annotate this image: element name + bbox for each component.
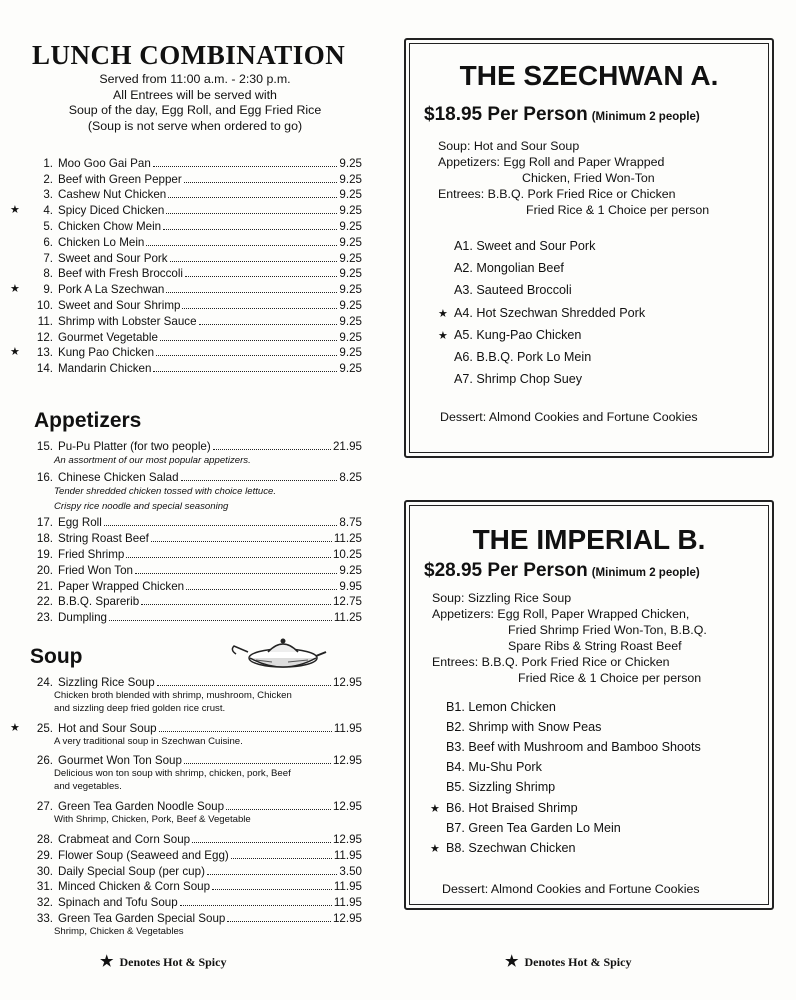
item-price: 12.75: [332, 595, 362, 609]
item-number: 13.: [36, 346, 53, 360]
menu-item[interactable]: [10, 154, 362, 170]
item-price: 9.25: [339, 314, 362, 328]
item-price: 8.25: [339, 470, 362, 484]
choice-item[interactable]: [438, 239, 595, 253]
item-number: 6.: [43, 235, 53, 249]
choice-code: B6.: [446, 800, 465, 815]
lunch-list: [10, 154, 362, 375]
star-icon: ★: [10, 204, 20, 217]
star-icon: ★: [100, 954, 114, 970]
item-name: Minced Chicken & Corn Soup: [58, 880, 211, 894]
choice-item[interactable]: [430, 700, 556, 714]
item-name: Flower Soup (Seaweed and Egg): [58, 848, 229, 862]
leader-dots: [156, 355, 337, 356]
item-description: Shrimp, Chicken & Vegetables: [54, 925, 184, 937]
item-price: 3.50: [339, 864, 362, 878]
leader-dots: [213, 449, 331, 450]
leader-dots: [126, 557, 331, 558]
item-price: 9.95: [339, 579, 362, 593]
item-name: Gourmet Won Ton Soup: [58, 754, 182, 768]
item-description: and sizzling deep fried golden rice crust.: [54, 702, 226, 714]
imperial-b-appetizers-cont: Fried Shrimp Fried Won-Ton, B.B.Q.: [508, 623, 707, 637]
menu-item[interactable]: [10, 673, 362, 689]
star-icon: ★: [438, 329, 448, 342]
item-number: 17.: [36, 516, 53, 530]
choice-name: Shrimp Chop Suey: [476, 372, 583, 387]
imperial-b-title: THE IMPERIAL B.: [472, 524, 706, 555]
imperial-b-minimum: (Minimum 2 people): [591, 567, 700, 579]
imperial-b-entrees: Entrees: B.B.Q. Pork Fried Rice or Chicken: [432, 655, 670, 669]
leader-dots: [153, 371, 337, 372]
item-number: 24.: [36, 675, 53, 689]
choice-item[interactable]: [438, 283, 572, 297]
menu-item[interactable]: [10, 878, 362, 894]
item-price: 21.95: [332, 439, 362, 453]
item-number: 23.: [36, 611, 53, 625]
choice-item[interactable]: [430, 780, 555, 794]
item-name: B.B.Q. Sparerib: [58, 595, 140, 609]
menu-item[interactable]: [10, 328, 362, 344]
menu-item[interactable]: [10, 846, 362, 862]
appetizers-list: [10, 437, 362, 624]
menu-item[interactable]: [10, 468, 362, 484]
item-price: 9.25: [339, 251, 362, 265]
star-icon: ★: [430, 802, 440, 815]
szechwan-a-entrees: Entrees: B.B.Q. Pork Fried Rice or Chicken: [438, 187, 676, 201]
menu-item[interactable]: [10, 170, 362, 186]
item-number: 31.: [36, 880, 53, 894]
item-number: 32.: [36, 896, 53, 910]
choice-name: Green Tea Garden Lo Mein: [468, 820, 621, 835]
item-price: 10.25: [332, 547, 362, 561]
item-name: Fried Won Ton: [58, 563, 133, 577]
choice-code: A4.: [454, 305, 473, 320]
item-name: Beef with Fresh Broccoli: [58, 267, 184, 281]
choice-name: Mongolian Beef: [476, 261, 564, 276]
szechwan-a-dessert: Dessert: Almond Cookies and Fortune Cookies: [440, 410, 698, 424]
choice-name: Sizzling Shrimp: [468, 780, 556, 795]
szechwan-a-appetizers-cont: Chicken, Fried Won-Ton: [522, 171, 655, 185]
leader-dots: [168, 197, 337, 198]
leader-dots: [184, 763, 331, 764]
szechwan-a-appetizers: Appetizers: Egg Roll and Paper Wrapped: [438, 155, 665, 169]
item-number: 2.: [43, 172, 53, 186]
menu-item[interactable]: [10, 529, 362, 545]
choice-code: A1.: [454, 239, 473, 253]
star-icon: ★: [10, 346, 20, 359]
star-icon: ★: [10, 283, 20, 296]
choice-code: A7.: [454, 372, 473, 387]
item-name: Moo Goo Gai Pan: [58, 156, 151, 170]
item-price: 11.95: [333, 848, 362, 862]
choice-name: Sauteed Broccoli: [476, 283, 572, 298]
menu-item[interactable]: [10, 797, 362, 813]
menu-item[interactable]: [10, 233, 362, 249]
choice-name: Hot Szechwan Shredded Pork: [476, 305, 646, 320]
item-name: Cashew Nut Chicken: [58, 188, 167, 202]
item-name: Shrimp with Lobster Sauce: [58, 314, 197, 328]
choice-name: Shrimp with Snow Peas: [468, 720, 602, 735]
item-number: 14.: [36, 362, 53, 376]
menu-item[interactable]: [10, 719, 362, 735]
item-price: 9.25: [339, 235, 362, 249]
item-number: 16.: [36, 470, 53, 484]
item-name: Chicken Lo Mein: [58, 235, 145, 249]
imperial-b-appetizers-cont2: Spare Ribs & String Roast Beef: [508, 639, 682, 653]
soup-list: [10, 673, 362, 942]
item-name: String Roast Beef: [58, 532, 149, 546]
item-name: Paper Wrapped Chicken: [58, 579, 185, 593]
szechwan-a-entrees-cont: Fried Rice & 1 Choice per person: [526, 203, 710, 217]
menu-item[interactable]: [10, 862, 362, 878]
choice-item[interactable]: [430, 821, 621, 835]
item-name: Pork A La Szechwan: [58, 283, 165, 297]
imperial-b-price-value: $28.95 Per Person: [424, 560, 588, 581]
choice-name: Szechwan Chicken: [468, 840, 576, 855]
item-price: 12.95: [332, 832, 362, 846]
leader-dots: [153, 166, 338, 167]
leader-dots: [227, 921, 331, 922]
menu-item[interactable]: [10, 265, 362, 281]
menu-item[interactable]: [10, 312, 362, 328]
choice-item[interactable]: [438, 372, 582, 386]
szechwan-a-minimum: (Minimum 2 people): [591, 111, 700, 123]
item-name: Daily Special Soup (per cup): [58, 864, 205, 878]
item-name: Dumpling: [58, 611, 107, 625]
menu-item[interactable]: [10, 344, 362, 360]
szechwan-a-price: [424, 104, 700, 126]
item-price: 12.95: [332, 800, 362, 814]
menu-item[interactable]: [10, 545, 362, 561]
item-number: 1.: [43, 156, 53, 170]
menu-item[interactable]: [10, 186, 362, 202]
star-icon: ★: [438, 307, 448, 320]
menu-item[interactable]: [10, 217, 362, 233]
choice-code: B2.: [446, 720, 465, 735]
item-name: Green Tea Garden Noodle Soup: [58, 800, 225, 814]
item-number: 7.: [43, 251, 53, 265]
leader-dots: [157, 685, 331, 686]
item-number: 20.: [36, 563, 53, 577]
item-price: 8.75: [339, 516, 362, 530]
item-name: Chicken Chow Mein: [58, 219, 162, 233]
lunch-subtitle-line: Soup of the day, Egg Roll, and Egg Fried Rice: [68, 103, 322, 118]
imperial-b-dessert: Dessert: Almond Cookies and Fortune Cookies: [442, 882, 700, 896]
choice-name: Hot Braised Shrimp: [468, 800, 578, 815]
item-description: Delicious won ton soup with shrimp, chicken, pork, Beef: [54, 768, 291, 780]
leader-dots: [186, 589, 337, 590]
item-description: Chicken broth blended with shrimp, mushroom, Chicken: [54, 689, 292, 701]
item-number: 26.: [36, 754, 53, 768]
item-description: An assortment of our most popular appetizers.: [54, 454, 251, 466]
leader-dots: [166, 213, 337, 214]
item-price: 9.25: [339, 219, 362, 233]
choice-code: B8.: [446, 840, 465, 855]
item-price: 11.95: [333, 721, 362, 735]
item-description: and vegetables.: [54, 781, 122, 793]
item-name: Hot and Sour Soup: [58, 721, 157, 735]
item-price: 9.25: [339, 330, 362, 344]
item-price: 11.95: [333, 896, 362, 910]
menu-item[interactable]: [10, 561, 362, 577]
leader-dots: [141, 604, 331, 605]
menu-item[interactable]: [10, 359, 362, 375]
item-price: 11.25: [333, 611, 362, 625]
item-number: 30.: [36, 864, 53, 878]
hot-spicy-note: [100, 952, 226, 971]
imperial-b-box: [404, 500, 774, 910]
choice-item[interactable]: [430, 841, 576, 855]
item-name: Chinese Chicken Salad: [58, 470, 179, 484]
leader-dots: [180, 905, 332, 906]
item-name: Sizzling Rice Soup: [58, 675, 155, 689]
item-description: Crispy rice noodle and special seasoning: [54, 500, 229, 512]
menu-item[interactable]: [10, 577, 362, 593]
item-number: 10.: [36, 298, 53, 312]
wok-illustration-icon: [228, 632, 328, 672]
choice-code: B7.: [446, 820, 465, 835]
item-price: 9.25: [339, 188, 362, 202]
menu-item[interactable]: [10, 608, 362, 624]
item-number: 12.: [36, 330, 53, 344]
imperial-b-entrees-cont: Fried Rice & 1 Choice per person: [518, 671, 702, 685]
lunch-subtitle-line: (Soup is not serve when ordered to go): [87, 118, 303, 133]
spacer: [10, 938, 362, 942]
item-price: 12.95: [332, 754, 362, 768]
menu-item[interactable]: [10, 830, 362, 846]
item-price: 9.25: [339, 156, 362, 170]
item-price: 12.95: [332, 675, 362, 689]
leader-dots: [182, 308, 337, 309]
leader-dots: [212, 889, 332, 890]
leader-dots: [166, 292, 337, 293]
menu-item[interactable]: [10, 752, 362, 768]
lunch-subtitle-line: All Entrees will be served with: [113, 87, 277, 102]
choice-item[interactable]: [438, 350, 591, 364]
leader-dots: [146, 245, 337, 246]
imperial-b-inner: [409, 505, 769, 905]
leader-dots: [185, 276, 337, 277]
leader-dots: [207, 874, 337, 875]
menu-item[interactable]: [10, 593, 362, 609]
item-number: 15.: [36, 439, 53, 453]
choice-code: B3.: [446, 740, 465, 755]
choice-item[interactable]: [430, 760, 542, 774]
choice-item[interactable]: [430, 801, 578, 815]
item-price: 9.25: [339, 267, 362, 281]
item-name: Green Tea Garden Special Soup: [58, 911, 226, 925]
item-name: Mandarin Chicken: [58, 362, 152, 376]
imperial-b-soup: Soup: Sizzling Rice Soup: [432, 591, 572, 605]
item-price: 9.25: [339, 172, 362, 186]
item-name: Spinach and Tofu Soup: [58, 896, 178, 910]
choice-item[interactable]: [438, 306, 645, 320]
item-name: Beef with Green Pepper: [58, 172, 182, 186]
item-name: Sweet and Sour Pork: [58, 251, 168, 265]
leader-dots: [160, 340, 338, 341]
menu-item[interactable]: [10, 296, 362, 312]
appetizers-title: Appetizers: [34, 409, 142, 432]
item-number: 5.: [43, 219, 53, 233]
item-price: 12.95: [332, 911, 362, 925]
choice-code: B1.: [446, 700, 465, 714]
choice-name: B.B.Q. Pork Lo Mein: [476, 350, 592, 364]
item-name: Fried Shrimp: [58, 547, 125, 561]
item-number: 19.: [36, 547, 53, 561]
item-price: 9.25: [339, 346, 362, 360]
soup-title: Soup: [30, 645, 83, 668]
hot-spicy-note-text: Denotes Hot & Spicy: [524, 955, 632, 969]
choice-code: A6.: [454, 350, 473, 364]
lunch-subtitle-line: Served from 11:00 a.m. - 2:30 p.m.: [99, 72, 291, 86]
item-number: 25.: [36, 721, 53, 735]
item-number: 21.: [36, 579, 53, 593]
item-number: 27.: [36, 800, 53, 814]
choice-name: Beef with Mushroom and Bamboo Shoots: [468, 740, 701, 755]
choice-code: A2.: [454, 261, 473, 276]
star-icon: ★: [10, 721, 20, 734]
choice-item[interactable]: [430, 720, 601, 734]
leader-dots: [192, 842, 331, 843]
item-description: Tender shredded chicken tossed with choice lettuce.: [54, 485, 277, 497]
lunch-title: LUNCH COMBINATION: [32, 40, 346, 70]
leader-dots: [181, 480, 338, 481]
item-number: 28.: [36, 832, 53, 846]
item-price: 9.25: [339, 204, 362, 218]
choice-name: Sweet and Sour Pork: [476, 239, 596, 253]
menu-item[interactable]: [10, 280, 362, 296]
item-name: Crabmeat and Corn Soup: [58, 832, 191, 846]
leader-dots: [151, 541, 332, 542]
imperial-b-price: [424, 560, 700, 582]
szechwan-a-box: [404, 38, 774, 458]
choice-item[interactable]: [438, 328, 581, 342]
item-number: 29.: [36, 848, 53, 862]
item-description: A very traditional soup in Szechwan Cuisine.: [54, 735, 243, 747]
choice-item[interactable]: [430, 740, 701, 754]
leader-dots: [231, 858, 332, 859]
choice-code: B5.: [446, 780, 465, 795]
item-price: 9.25: [339, 563, 362, 577]
item-number: 8.: [43, 267, 53, 281]
item-name: Kung Pao Chicken: [58, 346, 155, 360]
imperial-b-appetizers: Appetizers: Egg Roll, Paper Wrapped Chicken,: [432, 607, 690, 621]
leader-dots: [199, 324, 338, 325]
szechwan-a-title: THE SZECHWAN A.: [459, 60, 719, 91]
item-price: 9.25: [339, 283, 362, 297]
item-number: 33.: [36, 911, 53, 925]
item-name: Gourmet Vegetable: [58, 330, 158, 344]
item-name: Egg Roll: [58, 516, 102, 530]
item-number: 3.: [43, 188, 53, 202]
left-column: [0, 0, 380, 1000]
menu-item[interactable]: [10, 201, 362, 217]
leader-dots: [135, 573, 337, 574]
choice-name: Lemon Chicken: [468, 700, 556, 714]
menu-item[interactable]: [10, 437, 362, 453]
leader-dots: [104, 525, 338, 526]
szechwan-a-price-value: $18.95 Per Person: [424, 104, 588, 125]
menu-item[interactable]: [10, 514, 362, 530]
choice-item[interactable]: [438, 261, 564, 275]
star-icon: ★: [505, 954, 519, 970]
item-number: 11.: [37, 314, 53, 328]
szechwan-a-inner: [409, 43, 769, 453]
item-price: 9.25: [339, 362, 362, 376]
item-name: Pu-Pu Platter (for two people): [58, 439, 211, 453]
item-name: Sweet and Sour Shrimp: [58, 298, 181, 312]
choice-name: Mu-Shu Pork: [468, 760, 542, 775]
item-price: 11.95: [333, 880, 362, 894]
leader-dots: [226, 809, 331, 810]
leader-dots: [184, 182, 338, 183]
choice-code: A5.: [454, 327, 473, 342]
leader-dots: [163, 229, 337, 230]
hot-spicy-note-right: [505, 952, 631, 971]
menu-item[interactable]: [10, 909, 362, 925]
menu-item[interactable]: [10, 893, 362, 909]
leader-dots: [109, 620, 332, 621]
item-description: With Shrimp, Chicken, Pork, Beef & Vegetable: [54, 814, 251, 826]
item-number: 9.: [43, 283, 53, 297]
menu-item[interactable]: [10, 249, 362, 265]
item-price: 11.25: [333, 532, 362, 546]
choice-code: A3.: [454, 283, 473, 298]
leader-dots: [159, 731, 332, 732]
item-number: 18.: [36, 532, 53, 546]
item-number: 22.: [36, 595, 53, 609]
star-icon: ★: [430, 842, 440, 855]
hot-spicy-note-text: Denotes Hot & Spicy: [119, 955, 227, 969]
item-number: 4.: [43, 204, 53, 218]
choice-code: B4.: [446, 760, 465, 775]
item-name: Spicy Diced Chicken: [58, 204, 165, 218]
item-price: 9.25: [339, 298, 362, 312]
leader-dots: [170, 261, 338, 262]
lunch-subtitle: [30, 72, 360, 134]
choice-name: Kung-Pao Chicken: [476, 327, 582, 342]
szechwan-a-soup: Soup: Hot and Sour Soup: [438, 139, 580, 153]
